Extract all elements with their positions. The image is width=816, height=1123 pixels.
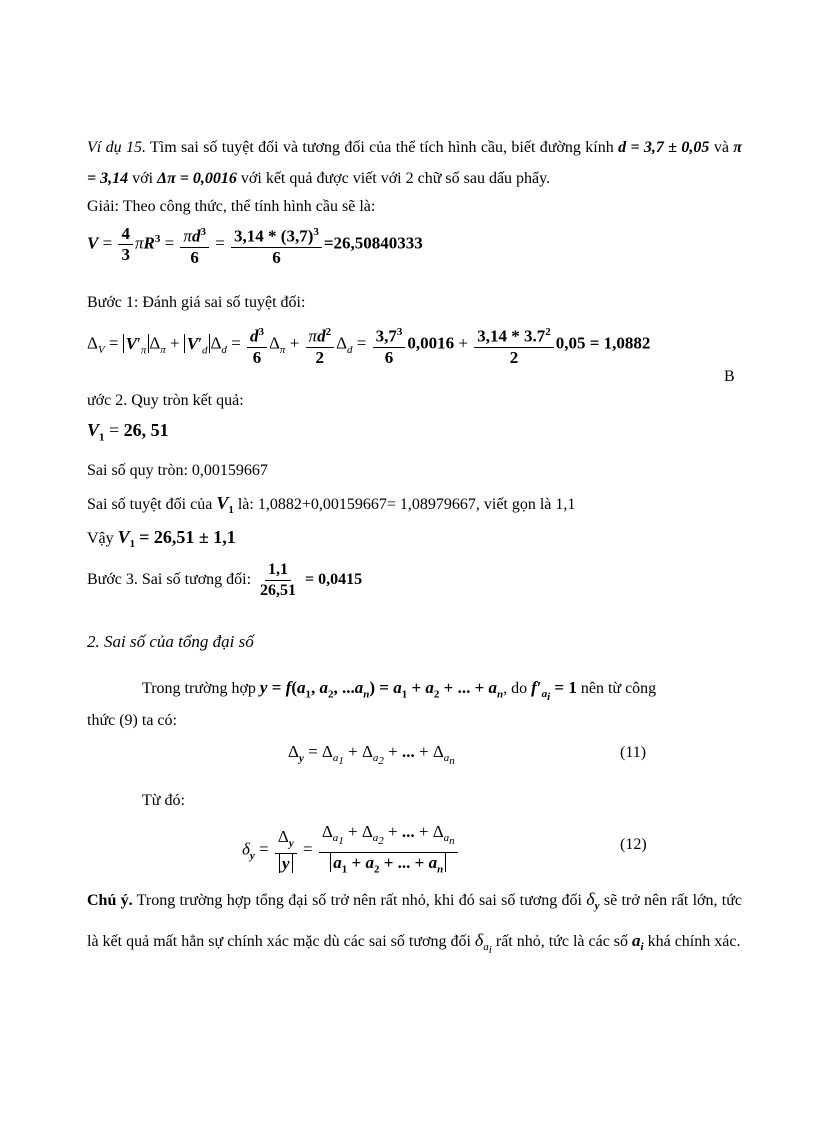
sum-text-c: nên từ công xyxy=(580,680,657,697)
conclusion-value: = 26,51 ± 1,1 xyxy=(139,527,236,547)
step2-heading: ước 2. Quy tròn kết quả: xyxy=(87,392,244,409)
sum-text-b: , do xyxy=(503,680,528,697)
abs-error-prefix: Sai số tuyệt đối của xyxy=(87,496,213,513)
delta-pi-expression: Δπ = 0,0016 xyxy=(157,170,237,187)
step3-denominator: 26,51 xyxy=(260,582,297,599)
section-heading: 2. Sai số của tổng đại số xyxy=(87,632,254,651)
note-paragraph: Chú ý. Trong trường hợp tổng đại số trở nên rất nhỏ, khi đó sai số tương đối $\delta_y$ sẽ trở nên rất lớn, tức là kết quả mất hẳn sự chính xác mặc dù các sai số tương đối $\delta_{a_i}$ rất nhỏ, tức là các số $a_i$ khá chính xác. xyxy=(87,889,743,957)
conclusion-line: Vậy $V_1 = 26,51 \pm 1,1$ xyxy=(87,527,236,551)
step1-heading: Bước 1: Đánh giá sai số tuyệt đối: xyxy=(87,294,306,311)
rounding-error: Sai số quy tròn: 0,00159667 xyxy=(87,462,268,479)
note-text-b: sẽ trở nên rất lớn, tức là kết quả mất hẳn sự chính xác mặc dù các sai số tương đối xyxy=(87,892,743,951)
from-that: Từ đó: xyxy=(142,792,185,809)
and-word: và xyxy=(713,139,729,156)
equation-12-number: (12) xyxy=(620,836,647,853)
example-text-a: Tìm sai số tuyệt đối và tương đối của thể tích hình cầu, biết đường kính xyxy=(150,139,614,156)
solution-intro: Giải: Theo công thức, thể tính hình cầu sẽ là: xyxy=(87,198,376,215)
step3-heading: Bước 3. Sai số tương đối: xyxy=(87,571,252,589)
v1-value: 26, 51 xyxy=(123,420,169,440)
step1-result: = 1,0882 xyxy=(589,333,651,353)
abs-error-formula: $\Delta_V = V'_\pi$ $\Delta_\pi + V'_d$ $\Delta_d$ = $\frac{d^3}{6}$ $\Delta_\pi$ + $\frac{\pi d^2}{2}$ $\Delta_d$ = $\frac{3,7^3}{6}$ 0,0016 + $\frac{3,14 * 3.7^2}{2}$ 0,05 = 1,0882 xyxy=(87,322,650,368)
diameter-expression: d = 3,7 ± 0,05 xyxy=(618,139,710,156)
equation-12: $\delta_y$ = $\frac{\Delta_y}{y}$ = $\frac{\Delta_{a_1} + \Delta_{a_2} + ... + \Delta_{a_n}}{a_1 + a_2 + ... + a_n}$ xyxy=(242,822,460,879)
example-paragraph xyxy=(87,132,742,194)
volume-formula: V = $\frac{4}{3}$ $\pi R^3$ = $\frac{\pi d^3}{6}$ = $\frac{3,14 * (3,7)^3}{6}$ =26,50840333 xyxy=(87,222,423,268)
example-label: Ví dụ 15. xyxy=(87,139,146,156)
pi-expression: π = 3,14 xyxy=(87,139,743,187)
with-word: với xyxy=(132,170,154,187)
note-label: Chú ý. xyxy=(87,892,133,909)
example-text-b: với kết quả được viết với 2 chữ số sau dấu phẩy. xyxy=(240,170,551,187)
sum-text-a: Trong trường hợp xyxy=(142,680,256,697)
note-text-c: rất nhỏ, tức là các số xyxy=(495,933,629,951)
equation-11: $\Delta_y = \Delta_{a_1} + \Delta_{a_2}$ + ... + $\Delta_{a_n}$ xyxy=(288,742,455,768)
step3-numerator: 1,1 xyxy=(265,560,291,581)
step3-line xyxy=(87,560,362,601)
sum-paragraph-line1: Trong trường hợp $y = f(a_1$, $a_2$, $...a_n) = a_1 + a_2$ + ... + $a_n$, do $f'_{a_i} = 1$ nên từ công xyxy=(142,678,657,704)
conclusion-prefix: Vậy xyxy=(87,530,114,547)
abs-error-line: Sai số tuyệt đối của $V_1$ là: 1,0882+0,00159667= 1,08979667, viết gọn là 1,1 xyxy=(87,493,576,517)
stray-letter: B xyxy=(724,368,735,385)
note-text-d: khá chính xác. xyxy=(647,933,741,951)
step3-result: = 0,0415 xyxy=(305,571,363,589)
v1-rounded: $V_1 = 26$, 51 xyxy=(87,420,169,444)
equation-11-number: (11) xyxy=(620,744,647,761)
abs-error-suffix: là: 1,0882+0,00159667= 1,08979667, viết gọn là 1,1 xyxy=(237,496,576,513)
sum-text-d: thức (9) ta có: xyxy=(87,712,177,729)
volume-result: =26,50840333 xyxy=(323,233,423,253)
note-text-a: Trong trường hợp tổng đại số trở nên rất nhỏ, khi đó sai số tương đối xyxy=(136,892,582,909)
